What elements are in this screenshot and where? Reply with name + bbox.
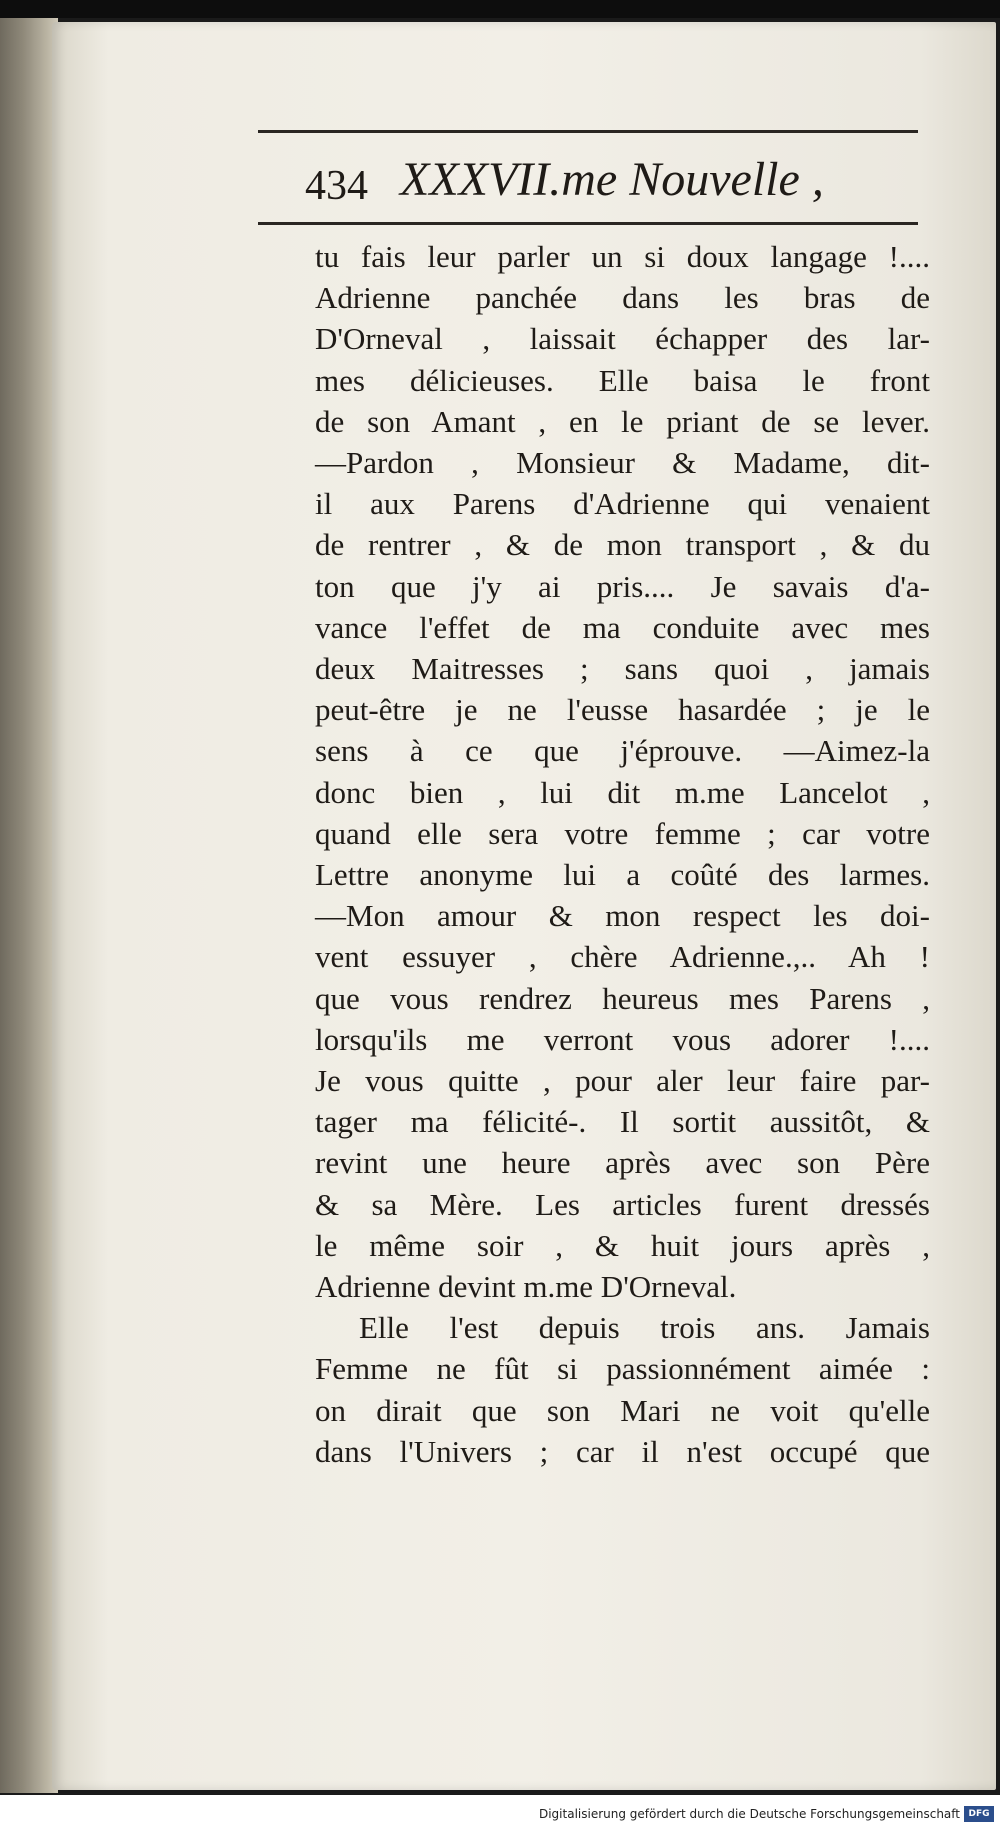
text-line: & sa Mère. Les articles furent dressés <box>315 1186 930 1222</box>
body-text <box>315 236 930 1472</box>
text-line: deux Maitresses ; sans quoi , jamais <box>315 651 930 687</box>
text-line: sens à ce que j'éprouve. —Aimez-la <box>315 733 930 769</box>
text-line: —Pardon , Monsieur & Madame, dit- <box>315 445 930 481</box>
text-line: Je vous quitte , pour aler leur faire par- <box>315 1063 930 1099</box>
text-line: le même soir , & huit jours après , <box>315 1227 930 1263</box>
text-line: on dirait que son Mari ne voit qu'elle <box>315 1392 930 1428</box>
text-line: dans l'Univers ; car il n'est occupé que <box>315 1433 930 1469</box>
top-border <box>0 0 1000 18</box>
text-line: vent essuyer , chère Adrienne.,.. Ah ! <box>315 939 930 975</box>
text-line: quand elle sera votre femme ; car votre <box>315 815 930 851</box>
text-line: mes délicieuses. Elle baisa le front <box>315 362 930 398</box>
page-number: 434 <box>305 163 368 209</box>
header-rule-bottom <box>258 222 918 225</box>
text-line: tager ma félicité-. Il sortit aussitôt, & <box>315 1104 930 1140</box>
text-line: tu fais leur parler un si doux langage !.... <box>315 239 930 274</box>
text-line: —Mon amour & mon respect les doi- <box>315 898 930 934</box>
text-line: D'Orneval , laissait échapper des lar- <box>315 321 930 357</box>
digitization-footer <box>0 1795 1000 1835</box>
funding-credit: Digitalisierung gefördert durch die Deutsche Forschungsgemeinschaft <box>538 1807 960 1821</box>
dfg-logo: DFG <box>964 1806 994 1822</box>
text-line: Elle l'est depuis trois ans. Jamais <box>359 1310 930 1346</box>
text-line: Lettre anonyme lui a coûté des larmes. <box>315 857 930 893</box>
text-line: vance l'effet de ma conduite avec mes <box>315 609 930 645</box>
text-line: donc bien , lui dit m.me Lancelot , <box>315 774 930 810</box>
text-line: de son Amant , en le priant de se lever. <box>315 403 930 439</box>
text-line: ton que j'y ai pris.... Je savais d'a- <box>315 568 930 604</box>
text-line: Adrienne panchée dans les bras de <box>315 280 930 316</box>
text-line: Adrienne devint m.me D'Orneval. <box>315 1269 737 1305</box>
page-header <box>0 150 1000 220</box>
text-line: lorsqu'ils me verront vous adorer !.... <box>315 1021 930 1057</box>
running-head: XXXVII.me Nouvelle , <box>400 153 824 206</box>
text-line: de rentrer , & de mon transport , & du <box>315 527 930 563</box>
text-line: revint une heure après avec son Père <box>315 1145 930 1181</box>
header-rule-top <box>258 130 918 133</box>
text-line: que vous rendrez heureus mes Parens , <box>315 980 930 1016</box>
text-line: il aux Parens d'Adrienne qui venaient <box>315 486 930 522</box>
facing-page-edge <box>0 18 58 1793</box>
text-line: peut-être je ne l'eusse hasardée ; je le <box>315 692 930 728</box>
text-line: Femme ne fût si passionnément aimée : <box>315 1351 930 1387</box>
